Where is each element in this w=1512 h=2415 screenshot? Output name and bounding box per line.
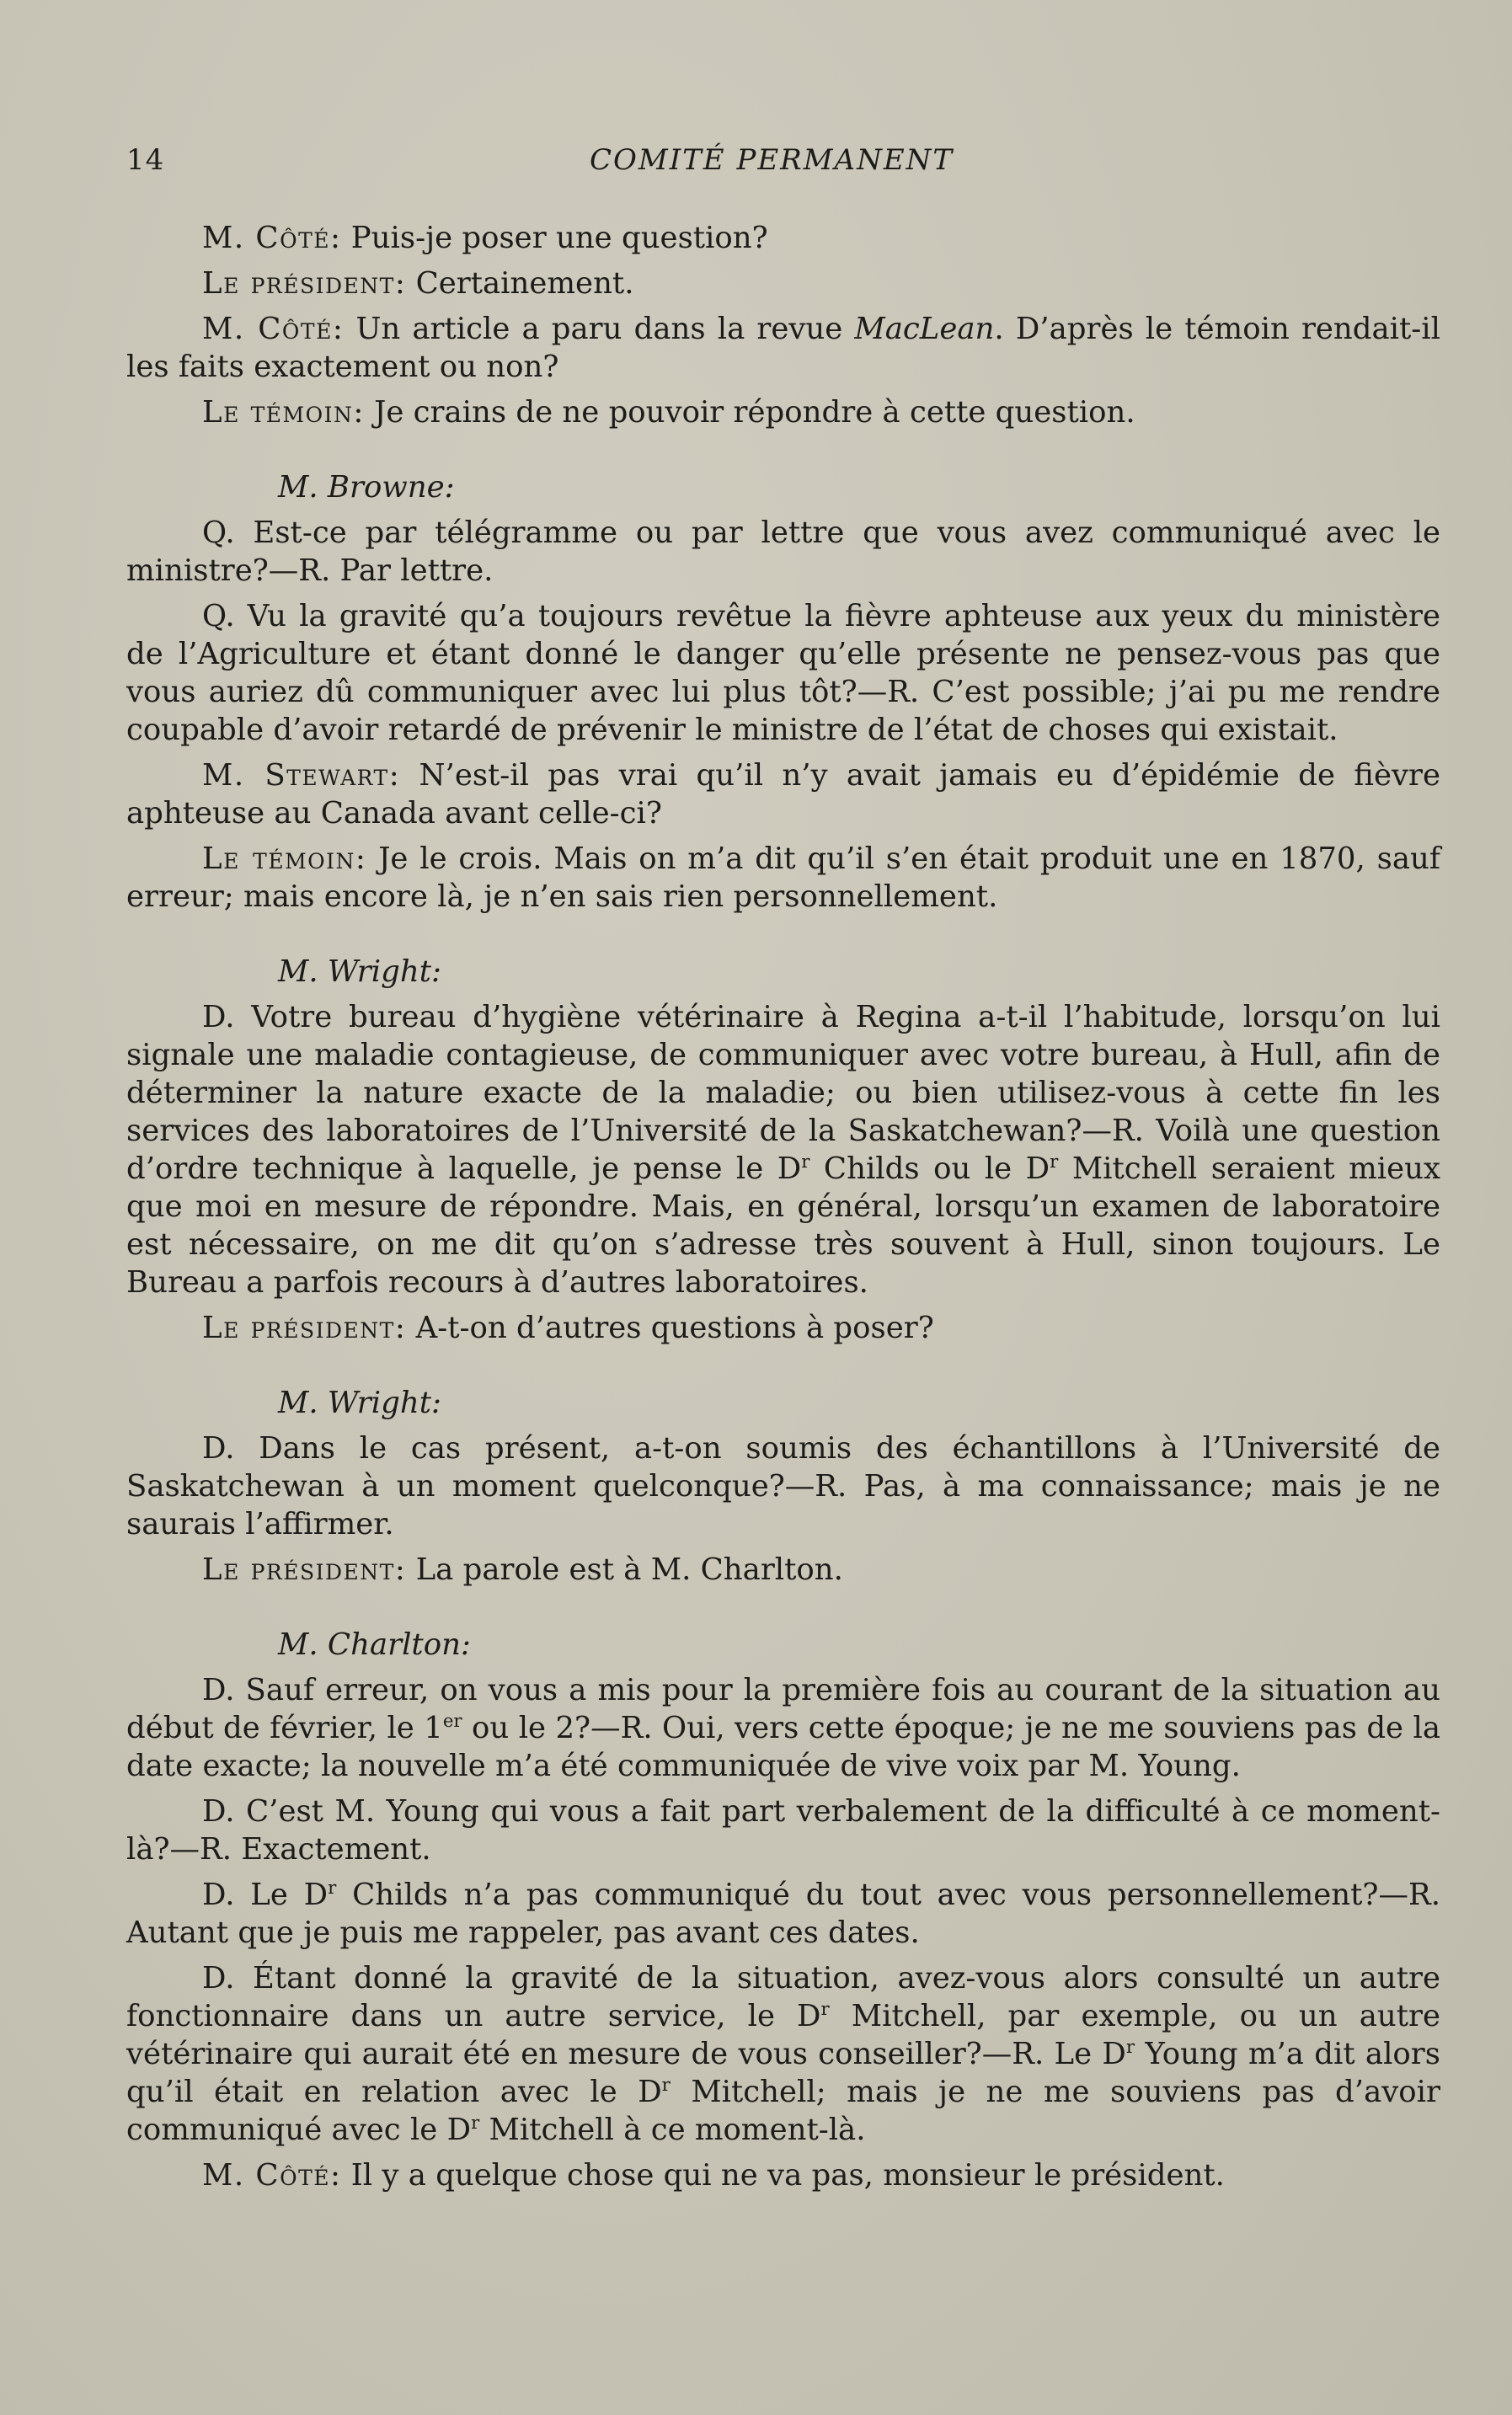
italic-title: MacLean (854, 312, 995, 346)
speaker-paragraph: Le témoin: Je le crois. Mais on m’a dit qu’il s’en était produit une en 1870, sauf erreur; mais encore là, je n’en sais rien personnellement. (126, 842, 1440, 914)
speaker-paragraph: Le président: Certainement. (202, 266, 634, 301)
speaker-name: Le témoin: (202, 395, 365, 430)
qa-paragraph: D. Sauf erreur, on vous a mis pour la première fois au courant de la situation au début de février, le 1er ou le 2?—R. Oui, vers cette époque; je ne me souviens pas de la date exacte; la nouvelle m’a été communiquée de vive voix par M. Young. (126, 1673, 1440, 1783)
questioner-heading: M. Charlton: (278, 1627, 471, 1662)
speaker-name: M. Côté: (202, 221, 342, 255)
speaker-name: Le président: (202, 266, 407, 301)
qa-paragraph: D. Dans le cas présent, a-t-on soumis des échantillons à l’Université de Saskatchewan à un moment quelconque?—R. Pas, à ma connaissance; mais je ne saurais l’affirmer. (126, 1431, 1440, 1541)
speaker-paragraph: M. Côté: Un article a paru dans la revue MacLean. D’après le témoin rendait-il les faits exactement ou non? (126, 312, 1440, 384)
qa-paragraph: Q. Vu la gravité qu’a toujours revêtue la fièvre aphteuse aux yeux du ministère de l’Agriculture et étant donné le danger qu’elle présente ne pensez-vous pas que vous auriez dû communiquer avec lui plus tôt?—R. C’est possible; j’ai pu me rendre coupable d’avoir retardé de prévenir le ministre de l’état de choses qui existait. (126, 599, 1440, 747)
qa-paragraph: Q. Est-ce par télégramme ou par lettre que vous avez communiqué avec le ministre?—R. Par lettre. (126, 516, 1440, 588)
speaker-name: M. Côté: (202, 2158, 342, 2193)
speaker-name: Le témoin: (202, 842, 367, 876)
superscript: r (820, 1999, 830, 2021)
speaker-name: M. Stewart: (202, 758, 401, 793)
superscript: er (442, 1711, 462, 1733)
superscript: r (471, 2113, 480, 2134)
speaker-paragraph: Le témoin: Je crains de ne pouvoir répondre à cette question. (202, 395, 1135, 430)
running-head: COMITÉ PERMANENT (590, 143, 954, 177)
qa-paragraph: D. Le $D^r$ Childs n’a pas communiqué du tout avec vous personnellement?—R. Autant que je puis me rappeler, pas avant ces dates. (126, 1878, 1440, 1950)
superscript: r (1050, 1151, 1059, 1173)
speaker-name: M. Côté: (202, 312, 345, 346)
speaker-paragraph: M. Côté: Puis-je poser une question? (202, 221, 768, 255)
superscript: r (661, 2075, 671, 2097)
qa-paragraph: D. Étant donné la gravité de la situation, avez-vous alors consulté un autre fonctionnaire dans un autre service, le $D^r$ Mitchell, par exemple, ou un autre vétérinaire qui aurait été en mesure de vous conseiller?—R. Le $D^r$ Young m’a dit alors qu’il était en relation avec le $D^r$ Mitchell; mais je ne me souviens pas d’avoir communiqué avec le $D^r$ Mitchell à ce moment-là. (126, 1961, 1441, 2147)
page-number: 14 (126, 143, 165, 177)
superscript: r (328, 1878, 337, 1899)
speaker-paragraph: Le président: La parole est à M. Charlton. (202, 1552, 843, 1587)
questioner-heading: M. Wright: (278, 1386, 441, 1420)
document-page (126, 135, 1440, 2202)
speaker-paragraph: M. Stewart: N’est-il pas vrai qu’il n’y avait jamais eu d’épidémie de fièvre aphteuse au Canada avant celle-ci? (126, 758, 1440, 831)
speaker-paragraph: Le président: A-t-on d’autres questions à poser? (202, 1311, 934, 1345)
transcript-body (126, 219, 1440, 2194)
speaker-name: Le président: (202, 1311, 407, 1345)
superscript: r (1125, 2037, 1135, 2059)
speaker-paragraph: M. Côté: Il y a quelque chose qui ne va pas, monsieur le président. (202, 2158, 1225, 2193)
superscript: r (801, 1151, 810, 1173)
qa-paragraph: D. C’est M. Young qui vous a fait part verbalement de la difficulté à ce moment-là?—R. Exactement. (126, 1794, 1440, 1867)
qa-paragraph: D. Votre bureau d’hygiène vétérinaire à Regina a-t-il l’habitude, lorsqu’on lui signale une maladie contagieuse, de communiquer avec votre bureau, à Hull, afin de déterminer la nature exacte de la maladie; ou bien utilisez-vous à cette fin les services des laboratoires de l’Université de la Saskatchewan?—R. Voilà une question d’ordre technique à laquelle, je pense le $D^r$ Childs ou le $D^r$ Mitchell seraient mieux que moi en mesure de répondre. Mais, en général, lorsqu’un examen de laboratoire est nécessaire, on me dit qu’on s’adresse très souvent à Hull, sinon toujours. Le Bureau a parfois recours à d’autres laboratoires. (126, 1000, 1440, 1300)
page-header (126, 135, 1440, 185)
questioner-heading: M. Browne: (278, 470, 455, 505)
speaker-name: Le président: (202, 1552, 407, 1587)
questioner-heading: M. Wright: (278, 954, 441, 989)
